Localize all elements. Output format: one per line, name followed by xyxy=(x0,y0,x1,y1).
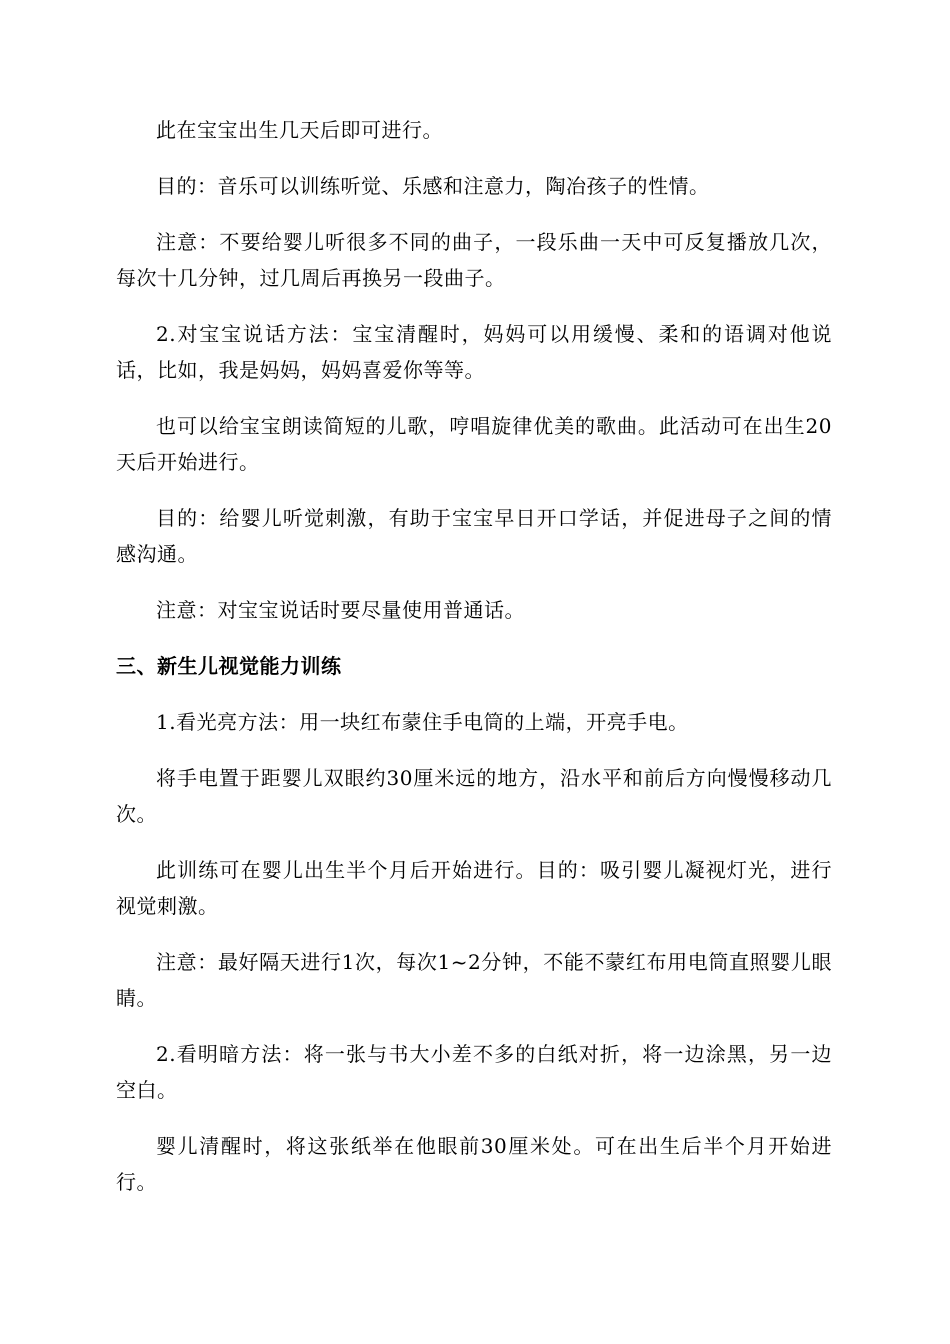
paragraph-light-purpose: 此训练可在婴儿出生半个月后开始进行。目的：吸引婴儿凝视灯光，进行视觉刺激。 xyxy=(116,858,832,918)
paragraph-talking-method: 2.对宝宝说话方法：宝宝清醒时，妈妈可以用缓慢、柔和的语调对他说话，比如，我是妈妈，妈妈喜爱你等等。 xyxy=(116,322,832,382)
paragraph-music-purpose: 目的：音乐可以训练听觉、乐感和注意力，陶冶孩子的性情。 xyxy=(156,174,710,198)
paragraph-contrast-timing: 婴儿清醒时，将这张纸举在他眼前30厘米处。可在出生后半个月开始进行。 xyxy=(116,1134,832,1194)
paragraph-light-method: 1.看光亮方法：用一块红布蒙住手电筒的上端，开亮手电。 xyxy=(156,710,689,734)
paragraph-contrast-method: 2.看明暗方法：将一张与书大小差不多的白纸对折，将一边涂黑，另一边空白。 xyxy=(116,1042,832,1102)
paragraph-talking-note: 注意：对宝宝说话时要尽量使用普通话。 xyxy=(156,598,525,622)
section-heading-visual-training: 三、新生儿视觉能力训练 xyxy=(116,654,342,678)
paragraph-talking-purpose: 目的：给婴儿听觉刺激，有助于宝宝早日开口学话，并促进母子之间的情感沟通。 xyxy=(116,506,832,566)
paragraph-nursery-rhymes: 也可以给宝宝朗读简短的儿歌，哼唱旋律优美的歌曲。此活动可在出生20天后开始进行。 xyxy=(116,414,832,474)
document-page xyxy=(116,112,832,1220)
paragraph-light-position: 将手电置于距婴儿双眼约30厘米远的地方，沿水平和前后方向慢慢移动几次。 xyxy=(116,766,832,826)
paragraph-light-note: 注意：最好隔天进行1次，每次1~2分钟，不能不蒙红布用电筒直照婴儿眼睛。 xyxy=(116,950,832,1010)
paragraph-start-time: 此在宝宝出生几天后即可进行。 xyxy=(156,118,443,142)
paragraph-music-note: 注意：不要给婴儿听很多不同的曲子，一段乐曲一天中可反复播放几次，每次十几分钟，过几周后再换另一段曲子。 xyxy=(116,230,832,290)
